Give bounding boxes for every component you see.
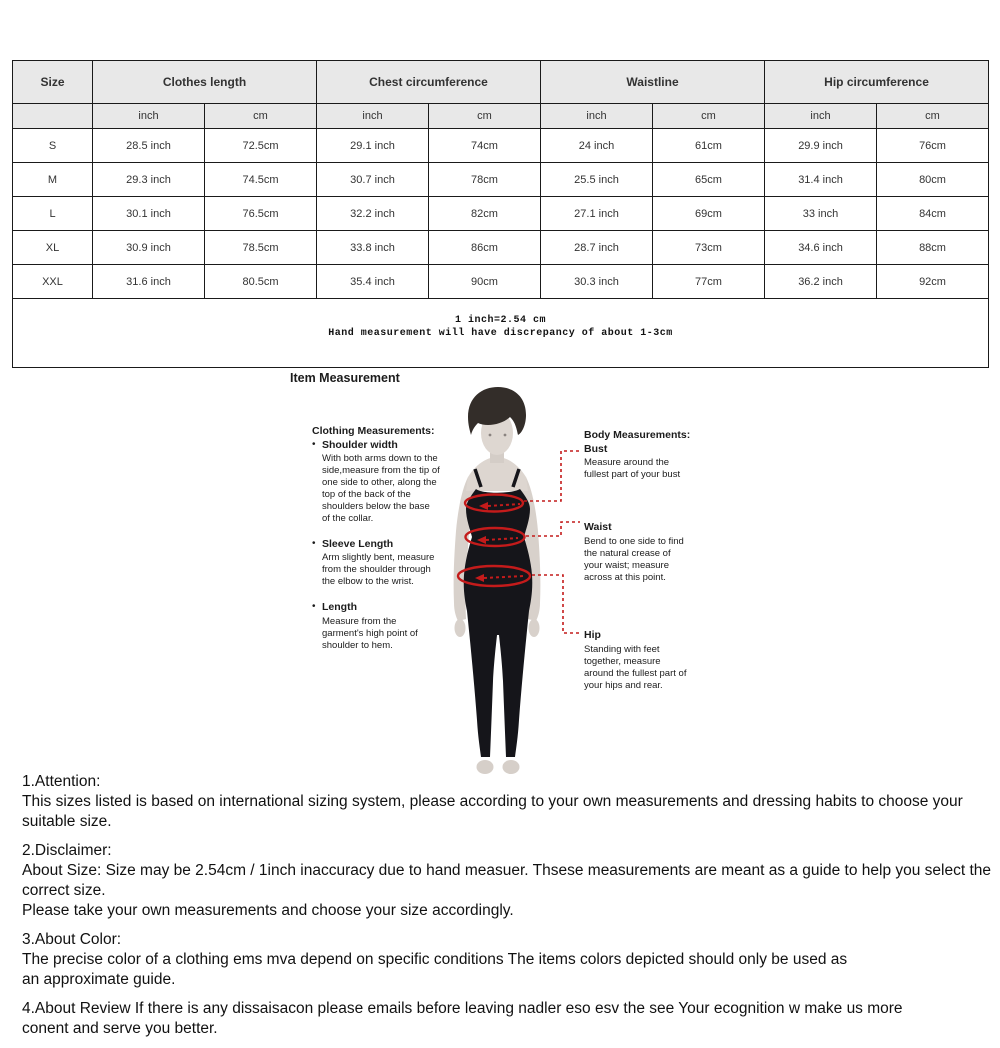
table-cell: 29.1 inch [317, 129, 429, 163]
table-cell: 74.5cm [205, 163, 317, 197]
table-cell: 88cm [877, 231, 989, 265]
table-cell: 78cm [429, 163, 541, 197]
col-header-waistline: Waistline [541, 61, 765, 104]
size-cell: XXL [13, 265, 93, 299]
unit-header-cell: cm [653, 104, 765, 129]
notes-section [22, 772, 992, 1048]
unit-header-cell: inch [541, 104, 653, 129]
note-line: an approximate guide. [22, 971, 176, 988]
table-cell: 65cm [653, 163, 765, 197]
size-cell: S [13, 129, 93, 163]
bullet-icon: • [312, 439, 316, 451]
note-paragraph [22, 999, 992, 1039]
table-cell: 31.4 inch [765, 163, 877, 197]
table-cell: 73cm [653, 231, 765, 265]
table-cell: 84cm [877, 197, 989, 231]
measurement-figure-illustration [420, 385, 605, 795]
note-line: The precise color of a clothing ems mva depend on specific conditions The items colors depicted should only be used as [22, 951, 848, 968]
table-cell: 80.5cm [205, 265, 317, 299]
note-line: conent and serve you better. [22, 1020, 218, 1037]
table-cell: 76.5cm [205, 197, 317, 231]
guide-item-label: Hip [584, 629, 601, 642]
table-cell: 90cm [429, 265, 541, 299]
table-cell: 28.5 inch [93, 129, 205, 163]
conversion-note: 1 inch=2.54 cm [455, 315, 547, 326]
guide-item-label: Sleeve Length [322, 538, 394, 551]
unit-header-cell: inch [93, 104, 205, 129]
right-hand [529, 619, 540, 637]
guide-item-desc: Arm slightly bent, measure from the shoulder through the elbow to the wrist. [322, 552, 435, 588]
body-measurements-heading: Body Measurements: [584, 429, 691, 441]
table-row [13, 197, 989, 231]
table-cell: 30.9 inch [93, 231, 205, 265]
table-cell: 30.7 inch [317, 163, 429, 197]
note-paragraph [22, 772, 992, 832]
table-cell: 33 inch [765, 197, 877, 231]
size-cell: M [13, 163, 93, 197]
size-cell: L [13, 197, 93, 231]
table-row [13, 231, 989, 265]
note-line: This sizes listed is based on international sizing system, please according to your own measurements and dressing habits to choose your suitable size. [22, 793, 963, 830]
unit-header-cell: cm [429, 104, 541, 129]
table-cell: 35.4 inch [317, 265, 429, 299]
guide-item-label: Shoulder width [322, 439, 398, 452]
guide-item-desc: Standing with feet together, measure around the fullest part of your hips and rear. [584, 643, 687, 691]
table-cell: 34.6 inch [765, 231, 877, 265]
note-row [13, 299, 989, 368]
unit-header-empty [13, 104, 93, 129]
table-cell: 25.5 inch [541, 163, 653, 197]
size-cell: XL [13, 231, 93, 265]
note-line: Please take your own measurements and choose your size accordingly. [22, 902, 514, 919]
table-cell: 29.3 inch [93, 163, 205, 197]
table-cell: 28.7 inch [541, 231, 653, 265]
note-line: 4.About Review If there is any dissaisacon please emails before leaving nadler eso esv the see Your ecognition w make us more [22, 1000, 903, 1017]
clothing-measurements-heading: Clothing Measurements: [312, 425, 435, 437]
table-cell: 80cm [877, 163, 989, 197]
table-cell: 76cm [877, 129, 989, 163]
bullet-icon: • [312, 601, 316, 613]
unit-header-row [13, 104, 989, 129]
table-cell: 30.1 inch [93, 197, 205, 231]
size-table-body [13, 129, 989, 299]
unit-header-cell: cm [205, 104, 317, 129]
table-cell: 78.5cm [205, 231, 317, 265]
table-cell: 74cm [429, 129, 541, 163]
discrepancy-note: Hand measurement will have discrepancy of about 1-3cm [328, 328, 673, 339]
table-row [13, 163, 989, 197]
note-line: About Size: Size may be 2.54cm / 1inch inaccuracy due to hand measuer. Thsese measurements are meant as a guide to help you select the correct size. [22, 862, 992, 899]
left-hand [455, 619, 466, 637]
table-cell: 24 inch [541, 129, 653, 163]
col-header-hip: Hip circumference [765, 61, 989, 104]
table-cell: 92cm [877, 265, 989, 299]
table-cell: 27.1 inch [541, 197, 653, 231]
col-header-size: Size [13, 61, 93, 104]
table-cell: 32.2 inch [317, 197, 429, 231]
guide-item-desc: Bend to one side to find the natural crease of your waist; measure across at this point. [584, 535, 684, 583]
note-line: 1.Attention: [22, 773, 101, 790]
table-cell: 69cm [653, 197, 765, 231]
table-row [13, 129, 989, 163]
table-cell: 29.9 inch [765, 129, 877, 163]
bullet-icon: • [312, 538, 316, 550]
note-line: 2.Disclaimer: [22, 842, 112, 859]
size-chart-table [12, 60, 989, 368]
table-cell: 36.2 inch [765, 265, 877, 299]
table-cell: 86cm [429, 231, 541, 265]
note-paragraph [22, 841, 992, 921]
guide-item-desc: With both arms down to the side,measure from the tip of one side to other, along the top of the back of the shoulders below the base of the collar. [322, 453, 440, 525]
unit-header-cell: inch [317, 104, 429, 129]
table-cell: 61cm [653, 129, 765, 163]
note-line: 3.About Color: [22, 931, 122, 948]
col-header-clothes-length: Clothes length [93, 61, 317, 104]
col-header-chest: Chest circumference [317, 61, 541, 104]
guide-title: Item Measurement [290, 371, 400, 385]
guide-item-desc: Measure from the garment's high point of shoulder to hem. [322, 615, 418, 651]
table-cell: 82cm [429, 197, 541, 231]
guide-item-label: Length [322, 601, 357, 614]
note-paragraph [22, 930, 992, 990]
unit-header-cell: inch [765, 104, 877, 129]
table-row [13, 265, 989, 299]
table-cell: 72.5cm [205, 129, 317, 163]
guide-item-label: Waist [584, 521, 612, 534]
table-cell: 77cm [653, 265, 765, 299]
guide-item-desc: Measure around the fullest part of your bust [584, 457, 681, 481]
unit-header-cell: cm [877, 104, 989, 129]
table-cell: 30.3 inch [541, 265, 653, 299]
table-cell: 33.8 inch [317, 231, 429, 265]
group-header-row [13, 61, 989, 104]
table-cell: 31.6 inch [93, 265, 205, 299]
guide-item-label: Bust [584, 443, 608, 456]
bust-connector-line [524, 451, 580, 501]
